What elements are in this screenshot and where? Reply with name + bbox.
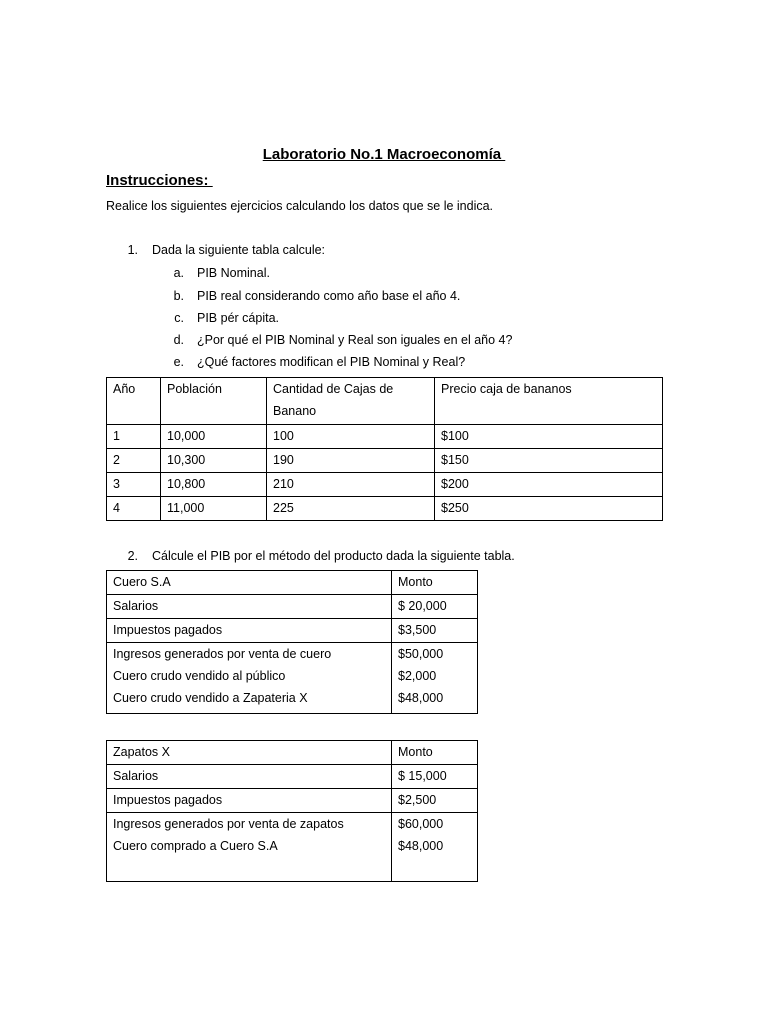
table-header-row: [107, 378, 663, 425]
instructions-heading: Instrucciones:: [106, 172, 213, 189]
question-2-text: Cálcule el PIB por el método del producto dada la siguiente tabla.: [152, 549, 515, 563]
table-row: [107, 789, 478, 813]
cuero-header-row: [107, 571, 478, 595]
header-price: Precio caja de bananos: [435, 378, 663, 425]
item-d-label: d.: [173, 333, 184, 347]
table-cell: $150: [435, 449, 663, 473]
table-cell: $200: [435, 473, 663, 497]
item-a-text: PIB Nominal.: [197, 266, 270, 280]
population-table: [106, 377, 663, 521]
header-population: Población: [161, 378, 267, 425]
question-1-number: 1.: [127, 243, 138, 257]
table-row: [107, 813, 478, 882]
item-e-text: ¿Qué factores modifican el PIB Nominal y Real?: [197, 355, 466, 369]
header-banana-boxes-line2: Banano: [273, 404, 317, 418]
table-cell: 4: [107, 497, 161, 521]
table-row: [107, 425, 663, 449]
table-cell: 10,300: [161, 449, 267, 473]
table-row: [107, 595, 478, 619]
item-c-label: c.: [174, 311, 184, 325]
table-cell: 10,000: [161, 425, 267, 449]
cuero-header-company: Cuero S.A: [107, 571, 392, 595]
header-banana-boxes: [267, 378, 435, 425]
table-cell: 2: [107, 449, 161, 473]
zapatos-header-company: Zapatos X: [107, 741, 392, 765]
table-row: [107, 765, 478, 789]
question-2-number: 2.: [127, 549, 138, 563]
group-amount: $48,000: [398, 839, 444, 853]
intro-text: Realice los siguientes ejercicios calculando los datos que se le indica.: [106, 199, 494, 213]
item-b-label: b.: [173, 289, 184, 303]
header-year: Año: [107, 378, 161, 425]
table-cell: $ 15,000: [392, 765, 478, 789]
group-line: Cuero crudo vendido a Zapateria X: [113, 691, 308, 705]
document-title: Laboratorio No.1 Macroeconomía: [262, 146, 506, 163]
item-a-label: a.: [173, 266, 184, 280]
table-row: [107, 449, 663, 473]
table-cell: 100: [267, 425, 435, 449]
group-amount: $60,000: [398, 817, 444, 831]
group-line: Cuero comprado a Cuero S.A: [113, 839, 278, 853]
table-row: [107, 643, 478, 714]
table-row: [107, 619, 478, 643]
table-cell: [392, 643, 478, 714]
table-cell: Impuestos pagados: [107, 789, 392, 813]
table-cell: [107, 813, 392, 882]
table-row: [107, 497, 663, 521]
table-cell: 225: [267, 497, 435, 521]
item-c-text: PIB pér cápita.: [197, 311, 279, 325]
zapatos-table: [106, 740, 478, 882]
group-amount: $2,000: [398, 669, 437, 683]
table-cell: 210: [267, 473, 435, 497]
table-cell: [107, 643, 392, 714]
zapatos-header-amount: Monto: [392, 741, 478, 765]
question-1-text: Dada la siguiente tabla calcule:: [152, 243, 326, 257]
table-cell: 11,000: [161, 497, 267, 521]
header-banana-boxes-line1: Cantidad de Cajas de: [273, 382, 394, 396]
cuero-table: [106, 570, 478, 714]
table-row: [107, 473, 663, 497]
table-cell: Impuestos pagados: [107, 619, 392, 643]
table-cell: 1: [107, 425, 161, 449]
table-cell: $3,500: [392, 619, 478, 643]
item-d-text: ¿Por qué el PIB Nominal y Real son iguales en el año 4?: [197, 333, 513, 347]
table-cell: [392, 813, 478, 882]
group-amount: $48,000: [398, 691, 444, 705]
group-amount: $50,000: [398, 647, 444, 661]
table-cell: 10,800: [161, 473, 267, 497]
table-cell: 190: [267, 449, 435, 473]
item-b-text: PIB real considerando como año base el año 4.: [197, 289, 461, 303]
table-cell: 3: [107, 473, 161, 497]
table-cell: $250: [435, 497, 663, 521]
table-cell: $ 20,000: [392, 595, 478, 619]
table-cell: Salarios: [107, 765, 392, 789]
table-cell: $100: [435, 425, 663, 449]
group-line: Ingresos generados por venta de cuero: [113, 647, 332, 661]
cuero-header-amount: Monto: [392, 571, 478, 595]
group-line: Cuero crudo vendido al público: [113, 669, 286, 683]
table-cell: $2,500: [392, 789, 478, 813]
item-e-label: e.: [173, 355, 184, 369]
table-cell: Salarios: [107, 595, 392, 619]
zapatos-header-row: [107, 741, 478, 765]
group-line: Ingresos generados por venta de zapatos: [113, 817, 344, 831]
